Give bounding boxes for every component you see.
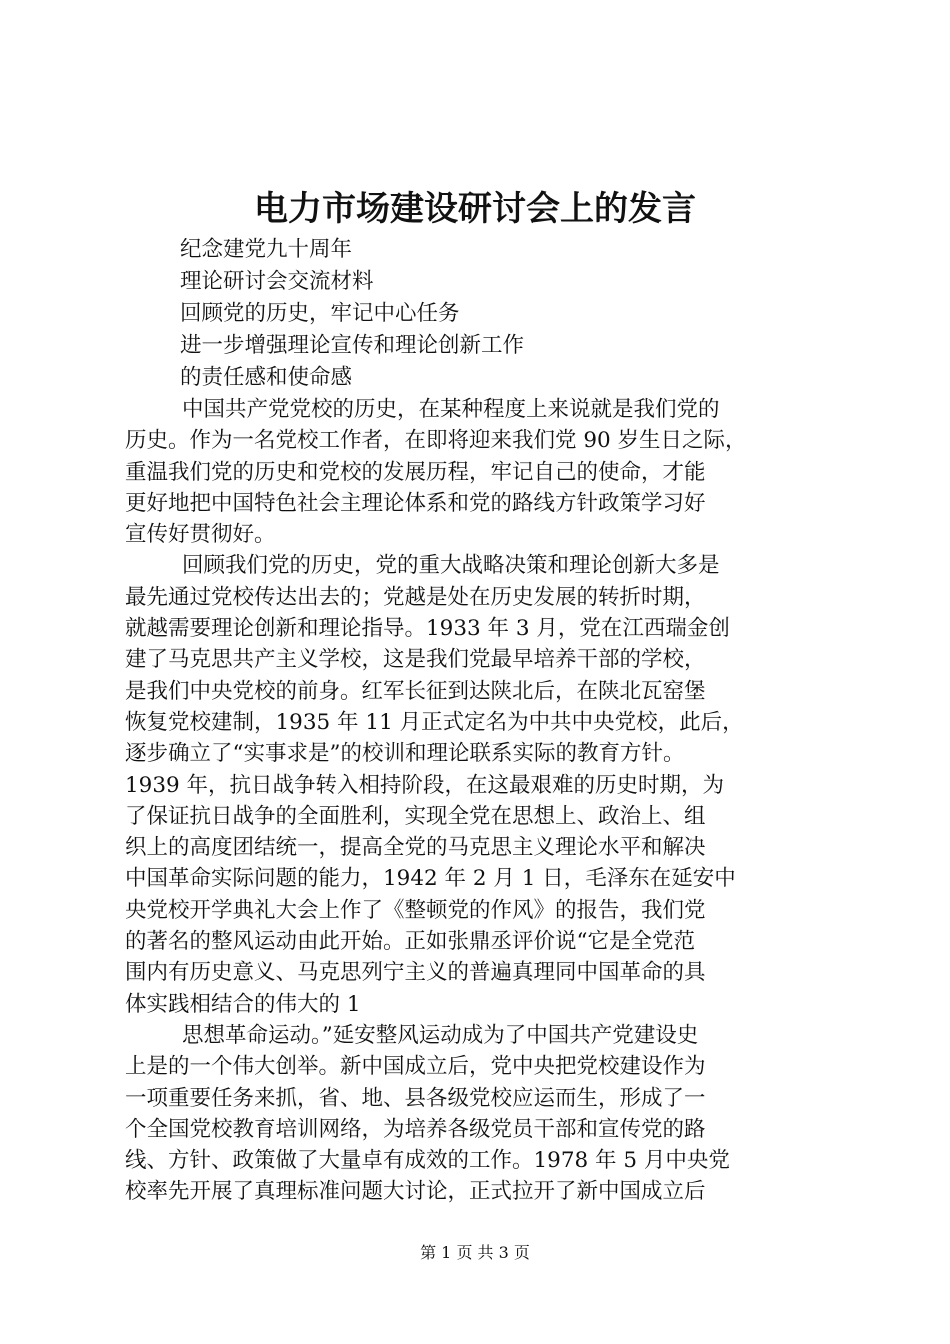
paragraph-line: 宣传好贯彻好。 [125,522,276,548]
subtitle-line: 回顾党的历史，牢记中心任务 [180,301,460,326]
paragraph-line: 中国共产党党校的历史，在某种程度上来说就是我们党的 [182,397,720,422]
paragraph-line: 的著名的整风运动由此开始。正如张鼎丞评价说“它是全党范 [125,929,695,955]
paragraph-line: 建了马克思共产主义学校，这是我们党最早培养干部的学校， [125,647,706,673]
paragraph-line: 中国革命实际问题的能力，1942 年 2 月 1 日，毛泽东在延安中 [125,866,736,892]
paragraph-line: 央党校开学典礼大会上作了《整顿党的作风》的报告，我们党 [125,897,706,923]
paragraph-line: 逐步确立了“实事求是”的校训和理论联系实际的教育方针。 [125,741,685,767]
paragraph-line: 重温我们党的历史和党校的发展历程，牢记自己的使命，才能 [125,459,706,485]
paragraph-line: 了保证抗日战争的全面胜利，实现全党在思想上、政治上、组 [125,803,706,829]
paragraph-line: 是我们中央党校的前身。红军长征到达陕北后，在陕北瓦窑堡 [125,678,706,704]
subtitle-line: 进一步增强理论宣传和理论创新工作 [180,333,525,358]
paragraph-line: 一项重要任务来抓，省、地、县各级党校应运而生，形成了一 [125,1085,706,1111]
subtitle-block [180,234,830,394]
paragraph-line: 个全国党校教育培训网络，为培养各级党员干部和宣传党的路 [125,1116,706,1142]
subtitle-line: 理论研讨会交流材料 [180,269,374,294]
paragraph-line: 1939 年，抗日战争转入相持阶段，在这最艰难的历史时期，为 [125,772,725,798]
subtitle-line: 纪念建党九十周年 [180,237,353,262]
paragraph-line: 就越需要理论创新和理论指导。1933 年 3 月，党在江西瑞金创 [125,616,730,642]
paragraph-line: 织上的高度团结统一，提高全党的马克思主义理论水平和解决 [125,835,706,861]
body-text [125,394,833,1208]
paragraph-line: 回顾我们党的历史，党的重大战略决策和理论创新大多是 [182,553,720,579]
paragraph-line: 思想革命运动。”延安整风运动成为了中国共产党建设史 [182,1022,699,1048]
subtitle-line: 的责任感和使命感 [180,365,353,390]
paragraph-line: 围内有历史意义、马克思列宁主义的普遍真理同中国革命的具 [125,960,706,986]
paragraph-line: 恢复党校建制，1935 年 11 月正式定名为中共中央党校，此后， [125,709,744,735]
paragraph-line: 更好地把中国特色社会主理论体系和党的路线方针政策学习好 [125,490,706,516]
paragraph-line: 校率先开展了真理标准问题大讨论，正式拉开了新中国成立后 [125,1179,706,1205]
paragraph-line: 体实践相结合的伟大的 1 [125,991,361,1017]
document-title: 电力市场建设研讨会上的发言 [254,189,696,229]
paragraph-line: 上是的一个伟大创举。新中国成立后，党中央把党校建设作为 [125,1054,706,1080]
page-footer: 第 1 页 共 3 页 [420,1243,530,1262]
paragraph-line: 线、方针、政策做了大量卓有成效的工作。1978 年 5 月中央党 [125,1148,730,1174]
paragraph-line: 历史。作为一名党校工作者，在即将迎来我们党 90 岁生日之际， [125,428,747,454]
paragraph-line: 最先通过党校传达出去的；党越是处在历史发展的转折时期， [125,584,706,610]
